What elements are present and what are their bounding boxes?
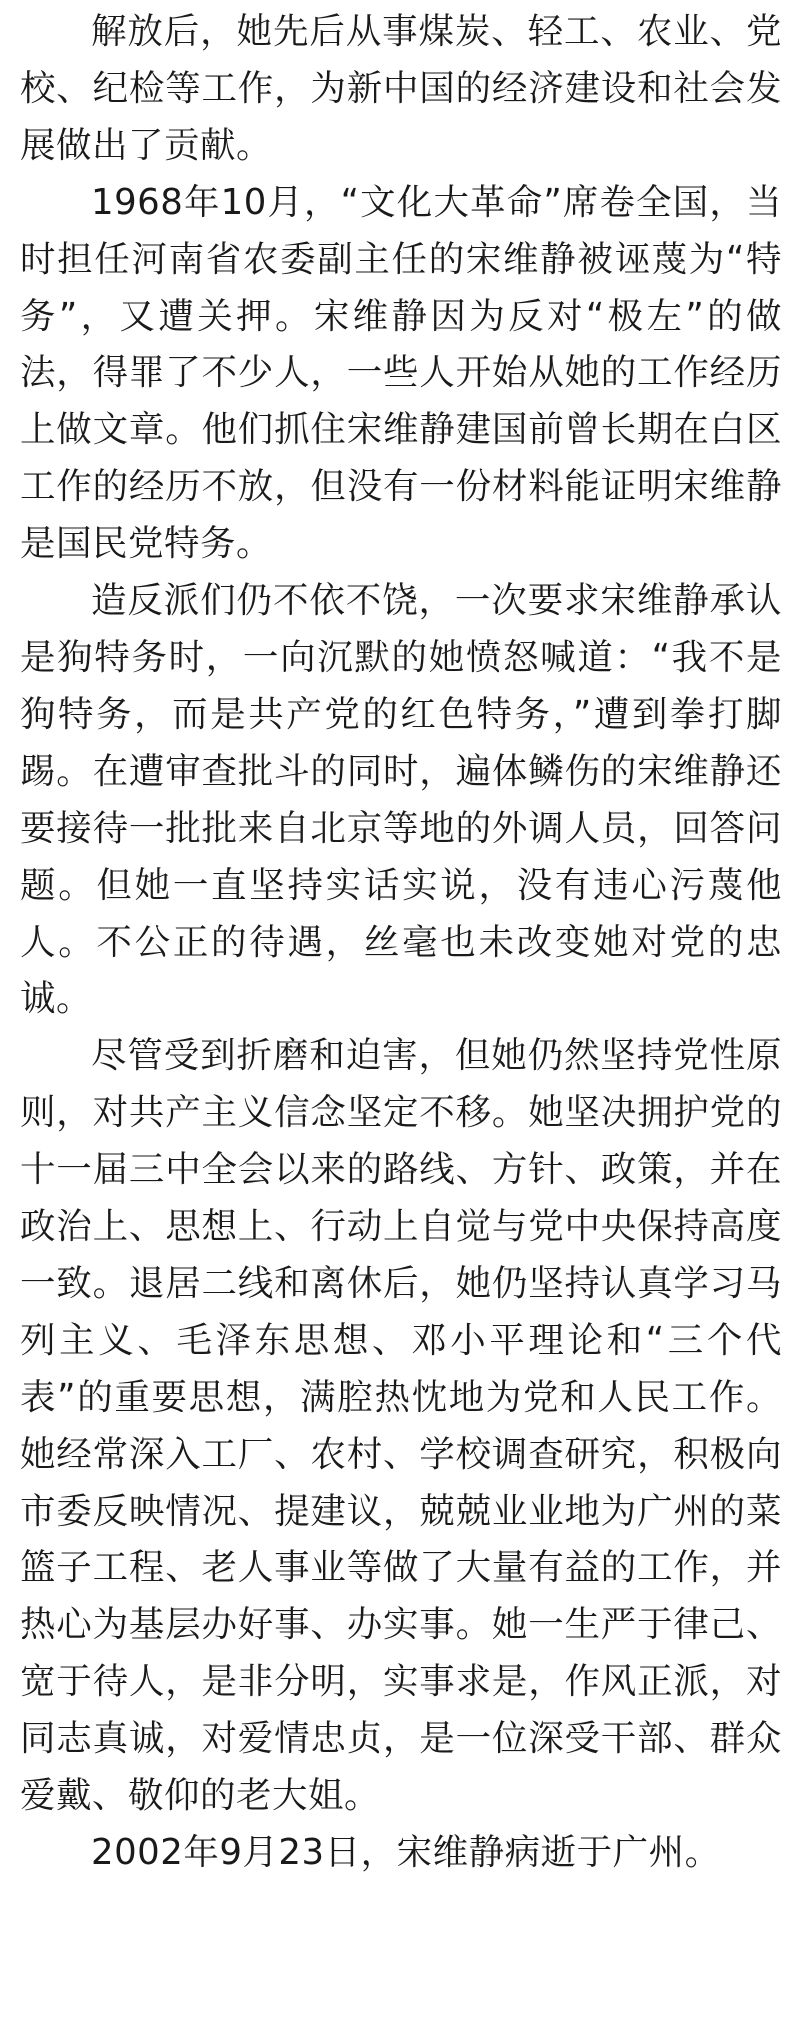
- paragraph: 造反派们仍不依不饶，一次要求宋维静承认是狗特务时，一向沉默的她愤怒喊道：“我不是狗特务，而是共产党的红色特务，”遭到拳打脚踢。在遭审查批斗的同时，遍体鳞伤的宋维静还要接待一批批来自北京等地的外调人员，回答问题。但她一直坚持实话实说，没有违心污蔑他人。不公正的待遇，丝毫也未改变她对党的忠诚。: [20, 580, 782, 1020]
- paragraph: 1968年10月，“文化大革命”席卷全国，当时担任河南省农委副主任的宋维静被诬蔑为“特务”，又遭关押。宋维静因为反对“极左”的做法，得罪了不少人，一些人开始从她的工作经历上做文章。他们抓住宋维静建国前曾长期在白区工作的经历不放，但没有一份材料能证明宋维静是国民党特务。: [20, 181, 782, 565]
- paragraph: 2002年9月23日，宋维静病逝于广州。: [91, 1832, 721, 1873]
- paragraph: 尽管受到折磨和迫害，但她仍然坚持党性原则，对共产主义信念坚定不移。她坚决拥护党的十一届三中全会以来的路线、方针、政策，并在政治上、思想上、行动上自觉与党中央保持高度一致。退居二线和离休后，她仍坚持认真学习马列主义、毛泽东思想、邓小平理论和“三个代表”的重要思想，满腔热忱地为党和人民工作。她经常深入工厂、农村、学校调查研究，积极向市委反映情况、提建议，兢兢业业地为广州的菜篮子工程、老人事业等做了大量有益的工作，并热心为基层办好事、办实事。她一生严于律己、宽于待人，是非分明，实事求是，作风正派，对同志真诚，对爱情忠贞，是一位深受干部、群众爱戴、敬仰的老大姐。: [20, 1035, 782, 1817]
- paragraph: 解放后，她先后从事煤炭、轻工、农业、党校、纪检等工作，为新中国的经济建设和社会发展做出了贡献。: [20, 11, 782, 166]
